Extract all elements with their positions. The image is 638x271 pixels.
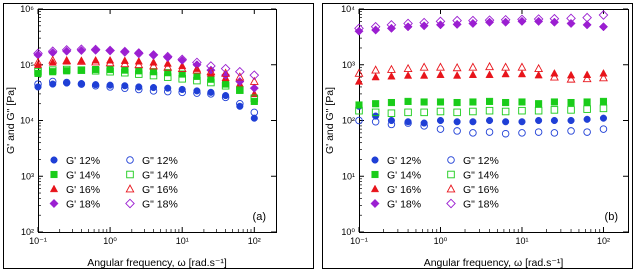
y-tick-label: 10⁶: [20, 4, 34, 14]
y-tick-label: 10²: [20, 227, 34, 237]
data-point: [222, 81, 229, 88]
data-point: [388, 117, 395, 124]
data-point: [551, 99, 558, 106]
legend-label: G' 12%: [387, 155, 422, 167]
data-point: [470, 118, 477, 125]
data-point: [194, 73, 201, 80]
data-point: [502, 99, 509, 106]
legend-label: G" 12%: [463, 155, 499, 167]
data-point: [535, 117, 542, 124]
data-point: [568, 117, 575, 124]
data-point: [150, 68, 157, 75]
legend-marker: [51, 157, 58, 164]
y-tick-label: 10¹: [341, 171, 355, 182]
data-point: [421, 99, 428, 106]
legend-label: G" 16%: [142, 184, 178, 196]
legend-label: G' 12%: [66, 155, 101, 167]
panel-border: [323, 4, 633, 269]
legend-label: G' 16%: [387, 184, 422, 196]
x-axis-label: Angular frequency, ω [rad.s⁻¹]: [87, 257, 227, 269]
data-point: [405, 98, 412, 105]
legend-label: G' 18%: [66, 198, 101, 211]
y-tick-label: 10⁴: [20, 115, 34, 126]
data-point: [454, 118, 461, 125]
y-axis-label: G' and G" [Pa]: [5, 86, 17, 155]
y-tick-label: 10³: [341, 59, 355, 70]
x-tick-label: 10²: [596, 236, 610, 246]
data-point: [600, 98, 607, 105]
legend-label: G" 12%: [142, 155, 178, 167]
data-point: [502, 118, 509, 125]
y-tick-label: 10⁰: [341, 227, 355, 237]
legend-label: G" 18%: [463, 198, 499, 211]
chart-panel-a: [4, 4, 314, 270]
legend-label: G" 18%: [142, 198, 178, 211]
data-point: [486, 98, 493, 105]
data-point: [470, 99, 477, 106]
legend-label: G' 14%: [387, 169, 422, 182]
data-point: [35, 70, 42, 77]
legend-label: G" 14%: [142, 169, 178, 182]
legend-label: G" 16%: [463, 184, 499, 196]
y-tick-label: 10²: [341, 115, 355, 126]
panel-border: [4, 4, 314, 269]
y-tick-label: 10³: [20, 171, 34, 182]
x-tick-label: 10⁻¹: [29, 236, 47, 246]
x-tick-label: 10¹: [515, 236, 529, 246]
data-point: [519, 118, 526, 125]
x-tick-label: 10⁰: [103, 236, 117, 246]
data-point: [208, 89, 215, 96]
data-point: [568, 99, 575, 106]
data-point: [107, 66, 114, 73]
data-point: [600, 115, 607, 122]
legend-label: G' 18%: [387, 198, 422, 211]
data-point: [551, 117, 558, 124]
chart-panel-b: [323, 4, 633, 270]
data-point: [454, 99, 461, 106]
legend-marker: [51, 171, 58, 178]
data-point: [535, 100, 542, 107]
y-axis-label: G' and G" [Pa]: [324, 86, 336, 155]
y-tick-label: 10⁵: [20, 59, 34, 70]
legend-marker: [372, 157, 379, 164]
x-tick-label: 10²: [247, 236, 261, 246]
data-point: [122, 67, 129, 74]
x-tick-label: 10¹: [175, 236, 189, 246]
x-tick-label: 10⁻¹: [350, 236, 368, 246]
data-point: [388, 99, 395, 106]
data-point: [486, 117, 493, 124]
data-point: [237, 87, 244, 94]
x-tick-label: 10⁰: [433, 236, 448, 246]
data-point: [437, 117, 444, 124]
data-point: [372, 100, 379, 107]
legend-label: G" 14%: [463, 169, 499, 182]
panel-label: (a): [252, 211, 266, 223]
y-tick-label: 10⁴: [341, 4, 355, 14]
x-axis-label: Angular frequency, ω [rad.s⁻¹]: [423, 257, 564, 269]
data-point: [49, 68, 56, 75]
data-point: [584, 116, 591, 123]
data-point: [78, 67, 85, 74]
legend-marker: [372, 171, 379, 178]
legend-label: G' 14%: [66, 169, 101, 182]
data-point: [584, 99, 591, 106]
data-point: [519, 99, 526, 106]
panel-label: (b): [604, 211, 618, 223]
legend-label: G' 16%: [66, 184, 101, 196]
data-point: [437, 99, 444, 106]
